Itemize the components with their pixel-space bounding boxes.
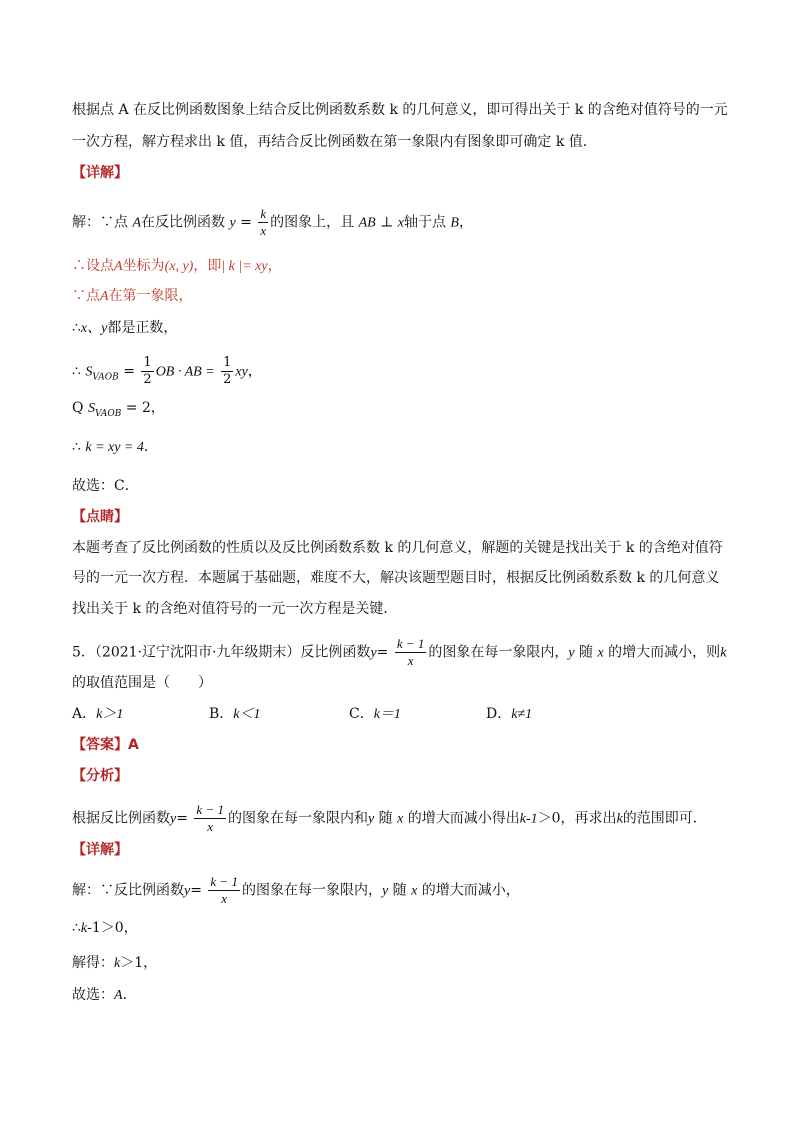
s1-pre: 解：∵点 — [72, 214, 128, 231]
intro-line-2 — [72, 132, 597, 152]
comment-line-2: 号的一元一次方程．本题属于基础题，难度不大，解决该题型题目时，根据反比例函数系数 k 的几何意义 — [72, 570, 720, 586]
option-a[interactable] — [72, 704, 123, 725]
option-c-label: C． — [349, 706, 374, 722]
d1-y2: y — [381, 883, 389, 899]
s2-end: ， — [267, 258, 282, 274]
analysis-line-1 — [72, 802, 707, 835]
solution-line-5 — [72, 355, 262, 388]
a1-mid: 的图象在每一象限内和 — [227, 810, 368, 827]
s7-k: k = xy = 4 — [85, 440, 144, 455]
d1-eq: = — [190, 882, 202, 899]
detail-line-2 — [72, 918, 138, 939]
question-5-line-1 — [72, 636, 726, 669]
s1-ab: AB — [358, 215, 376, 231]
s3-point-a: A — [100, 289, 109, 304]
d4-post: ． — [122, 987, 137, 1003]
s3-post: 在第一象限， — [108, 288, 193, 304]
a1-gt: ＞0，再求出 — [537, 810, 617, 827]
s5-ob-ab: OB · AB = — [155, 364, 215, 380]
d1-y: y — [184, 883, 191, 899]
s1-end: ， — [458, 214, 473, 231]
option-d-value: k≠1 — [511, 707, 533, 722]
option-b[interactable] — [209, 704, 261, 725]
intro-line-1 — [72, 100, 728, 120]
a1-eq: = — [176, 810, 188, 827]
d1-fraction — [208, 874, 240, 907]
s2-post: ，即 — [193, 258, 222, 274]
s1-eq: = — [240, 214, 252, 231]
s2-mid: 坐标为 — [122, 258, 165, 274]
d1-x: x — [411, 883, 418, 899]
s1-perp: ⊥ — [380, 214, 394, 231]
s1-point-b: B — [450, 215, 459, 231]
q5-x: x — [597, 645, 604, 661]
s1-frac-num: k — [260, 206, 267, 221]
solution-line-8: 故选：C． — [72, 478, 139, 494]
a1-pre: 根据反比例函数 — [72, 810, 170, 827]
option-d-label: D． — [486, 706, 512, 722]
s5-fraction-2 — [221, 355, 233, 388]
detail-heading-2: 【详解】 — [72, 842, 128, 858]
s6-s: S — [87, 401, 95, 416]
option-c-value: k＝1 — [373, 707, 401, 722]
solution-line-6 — [72, 398, 165, 424]
q5-post: 的增大而减小，则 — [603, 644, 721, 661]
d3-k: k — [114, 956, 121, 971]
intro-text-1: 根据点 A 在反比例函数图象上结合反比例函数系数 k 的几何意义，即可得出关于 k 的含绝对值符号的一元 — [72, 102, 728, 118]
option-a-value: k＞1 — [96, 707, 124, 722]
s6-sub: VAOB — [94, 409, 122, 419]
s5-pre: ∴ — [72, 363, 81, 380]
q5-pre: 5．（2021·辽宁沈阳市·九年级期末）反比例函数 — [72, 644, 371, 661]
s5-frac1-num: 1 — [143, 355, 152, 370]
comment-line-3: 找出关于 k 的含绝对值符号的一元一次方程是关键． — [72, 601, 398, 617]
s1-x: x — [397, 215, 404, 231]
a1-y: y — [170, 811, 177, 827]
s5-sub: VAOB — [92, 372, 119, 383]
s1-point-a: A — [132, 215, 142, 231]
option-b-value: k＜1 — [233, 707, 261, 722]
detail-line-1 — [72, 874, 520, 907]
s1-mid: 在反比例函数 — [141, 214, 226, 231]
d4-a: A — [114, 988, 123, 1003]
question-5-line-2: 的取值范围是（ ） — [72, 675, 212, 691]
s1-fraction — [258, 206, 268, 239]
solution-line-2 — [72, 256, 282, 277]
d1-frac-den: x — [221, 891, 228, 906]
a1-fraction — [194, 802, 226, 835]
s5-fraction-1 — [141, 355, 153, 388]
a1-frac-num: k − 1 — [196, 802, 224, 817]
s7-pre: ∴ — [72, 439, 81, 455]
a1-sui: 随 — [374, 810, 398, 827]
solution-line-1 — [72, 206, 473, 239]
d3-post: ＞1， — [120, 955, 158, 971]
q5-frac-num: k − 1 — [396, 636, 425, 651]
solution-line-3 — [72, 286, 193, 307]
option-d[interactable] — [486, 704, 532, 725]
answer-line: 【答案】A — [72, 737, 139, 753]
s1-y: y — [229, 215, 236, 231]
s2-pre: ∴设点 — [72, 258, 114, 274]
s7-end: ． — [143, 439, 158, 455]
option-b-label: B． — [209, 706, 234, 722]
d1-pre: 解：∵反比例函数 — [72, 882, 184, 899]
option-a-label: A． — [72, 706, 97, 722]
solution-line-7 — [72, 437, 158, 458]
detail-heading-1: 【详解】 — [72, 165, 128, 181]
s2-coords: (x, y) — [164, 259, 194, 274]
s3-pre: ∵点 — [72, 288, 100, 304]
s6-q: Q — [72, 400, 84, 416]
a1-mid2: 的增大而减小得出 — [403, 810, 520, 827]
s5-s: S — [85, 364, 93, 380]
a1-x: x — [397, 811, 404, 827]
q5-k: k — [720, 645, 727, 661]
s4-pre: ∴ — [72, 320, 81, 336]
s1-axis: 轴于点 — [403, 214, 446, 231]
comment-heading: 【点睛】 — [72, 509, 128, 525]
intro-text-2: 一次方程，解方程求出 k 值，再结合反比例函数在第一象限内有图象即可确定 k 值． — [72, 134, 597, 150]
a1-y2: y — [367, 811, 375, 827]
d2-pre: ∴ — [72, 920, 81, 936]
a1-k: k — [616, 811, 623, 827]
detail-line-4 — [72, 985, 137, 1006]
a1-frac-den: x — [207, 819, 214, 834]
q5-sui: 随 — [574, 644, 598, 661]
solution-line-4 — [72, 318, 177, 339]
a1-end: 的范围即可． — [622, 810, 707, 827]
d1-sui: 随 — [388, 882, 412, 899]
s1-post: 的图象上，且 — [270, 214, 355, 231]
s4-xy: x、y — [80, 321, 108, 336]
q5-y2: y — [568, 645, 575, 661]
d1-post: 的增大而减小， — [417, 882, 520, 899]
a1-ineq: k-1 — [519, 811, 538, 827]
s6-post: = 2， — [125, 400, 165, 416]
q5-eq: = — [376, 644, 389, 661]
s5-frac2-den: 2 — [223, 372, 232, 387]
q5-frac-den: x — [407, 653, 414, 668]
d2-k: k — [80, 921, 88, 936]
detail-line-3 — [72, 953, 157, 974]
q5-y: y — [370, 645, 377, 661]
q5-fraction — [395, 636, 427, 669]
comment-line-1: 本题考查了反比例函数的性质以及反比例函数系数 k 的几何意义，解题的关键是找出关于 k 的含绝对值符 — [72, 540, 723, 556]
s5-end: ， — [247, 363, 262, 380]
s5-xy: xy — [235, 364, 248, 380]
s5-frac1-den: 2 — [143, 372, 152, 387]
d1-mid: 的图象在每一象限内， — [241, 882, 382, 899]
s1-frac-den: x — [260, 223, 267, 238]
s2-point-a: A — [114, 259, 123, 274]
d2-post: -1＞0， — [87, 920, 138, 936]
s4-post: 都是正数， — [107, 320, 178, 336]
s5-eq1: = — [123, 363, 135, 380]
option-c[interactable] — [349, 704, 401, 725]
d3-pre: 解得： — [72, 955, 114, 971]
s5-frac2-num: 1 — [223, 355, 232, 370]
d1-frac-num: k − 1 — [210, 874, 238, 889]
s2-abs: | k |= xy — [221, 259, 268, 274]
d4-pre: 故选： — [72, 987, 114, 1003]
q5-mid: 的图象在每一象限内， — [428, 644, 569, 661]
analysis-heading: 【分析】 — [72, 768, 128, 784]
